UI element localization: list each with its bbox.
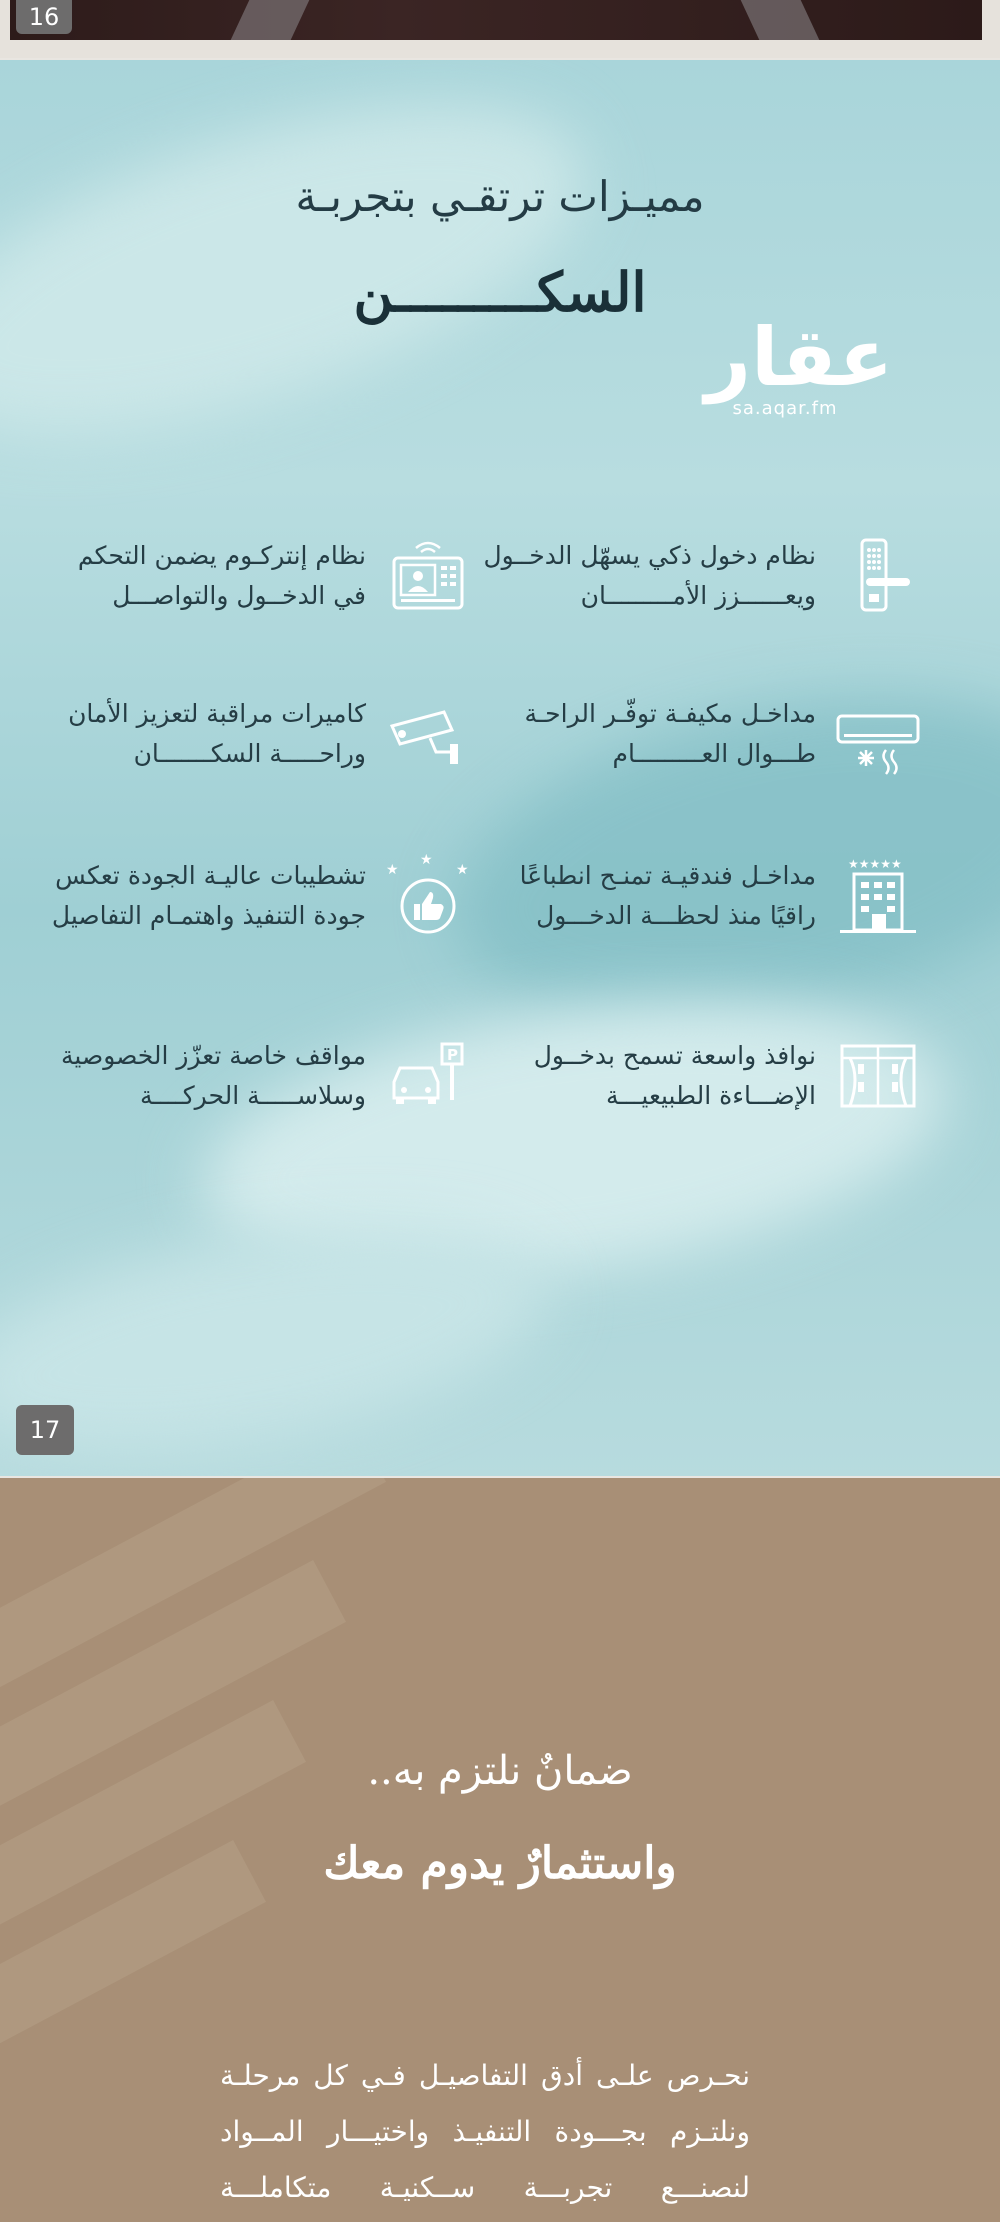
svg-text:★: ★: [386, 862, 399, 878]
svg-text:★: ★: [456, 862, 469, 878]
feature-line2: وسلاســـــة الحركــــة: [140, 1081, 366, 1110]
body-line: لنصنـــع تجربـــة ســكنيـة متكاملـــة: [220, 2171, 750, 2204]
feature-line1: نظام دخول ذكي يسهّل الدخــول: [483, 541, 816, 570]
page-number-badge: 17: [16, 1405, 74, 1455]
feature-item: [30, 1030, 470, 1120]
logo-word: عقار: [705, 311, 894, 404]
svg-text:★★★★★: ★★★★★: [848, 857, 902, 871]
feature-item: [480, 530, 920, 620]
feature-item: [480, 850, 920, 940]
window-icon: [836, 1034, 920, 1118]
feature-line2: راقيًا منذ لحظـــة الدخـــول: [536, 901, 816, 930]
body-line: نحـرص علـى أدق التفاصيـل فـي كل مرحلـة: [220, 2059, 750, 2092]
feature-line1: مداخـل فندقيـة تمنـح انطباعًا: [519, 861, 816, 890]
page-title-line1: مميـزات ترتقـي بتجربـة: [295, 172, 705, 221]
feature-line1: نوافذ واسعة تسمح بدخــول: [533, 1041, 816, 1070]
svg-text:★: ★: [420, 854, 433, 868]
feature-line2: جودة التنفيذ واهتمـام التفاصيل: [51, 901, 366, 930]
aqar-watermark-logo: [705, 311, 894, 419]
air-conditioner-icon: [836, 692, 920, 776]
guarantee-heading-line1: ضمانٌ نلتزم به..: [367, 1748, 633, 1794]
guarantee-page: [0, 1478, 1000, 2222]
feature-line2: طـــوال العـــــــــام: [612, 739, 816, 768]
feature-item: [30, 688, 470, 778]
feature-item: [30, 530, 470, 620]
intercom-icon: [386, 534, 470, 618]
feature-line1: مواقف خاصة تعزّز الخصوصية: [61, 1041, 366, 1070]
features-page: [0, 60, 1000, 1476]
body-line: ونلتـزم بجـــودة التنفيـذ واختيـــار المــواد: [220, 2115, 750, 2148]
svg-text:P: P: [447, 1046, 458, 1064]
guarantee-body: [220, 2048, 750, 2216]
light-beam: [231, 0, 310, 40]
feature-line2: ويعــــــزز الأمـــــــــان: [580, 581, 816, 610]
feature-line2: في الدخــول والتواصـــل: [112, 581, 366, 610]
feature-line2: الإضـــاءة الطبيعيـــة: [606, 1081, 816, 1110]
thumbs-up-stars-icon: [386, 854, 470, 938]
feature-line1: تشطيبات عاليـة الجودة تعكس: [55, 861, 366, 890]
guarantee-heading-line2: واستثمارٌ يدوم معك: [323, 1838, 677, 1889]
feature-line1: مداخـل مكيفـة توفّـر الراحـة: [524, 699, 816, 728]
feature-item: [30, 850, 470, 940]
hotel-building-icon: [836, 854, 920, 938]
page-16-image: [10, 0, 982, 40]
feature-line1: كاميرات مراقبة لتعزيز الأمان: [68, 699, 366, 728]
feature-line1: نظام إنتركـوم يضمن التحكم: [77, 541, 366, 570]
feature-item: [480, 688, 920, 778]
smart-lock-icon: [836, 534, 920, 618]
security-camera-icon: [386, 692, 470, 776]
light-beam: [741, 0, 820, 40]
page-title-line2: السكـــــــــن: [353, 260, 647, 324]
feature-line2: وراحـــــة السكـــــــان: [133, 739, 366, 768]
feature-item: [480, 1030, 920, 1120]
page-number-badge: 16: [16, 0, 72, 34]
page-16-strip: [0, 0, 1000, 58]
parking-car-icon: [386, 1034, 470, 1118]
logo-url: sa.aqar.fm: [732, 398, 838, 419]
